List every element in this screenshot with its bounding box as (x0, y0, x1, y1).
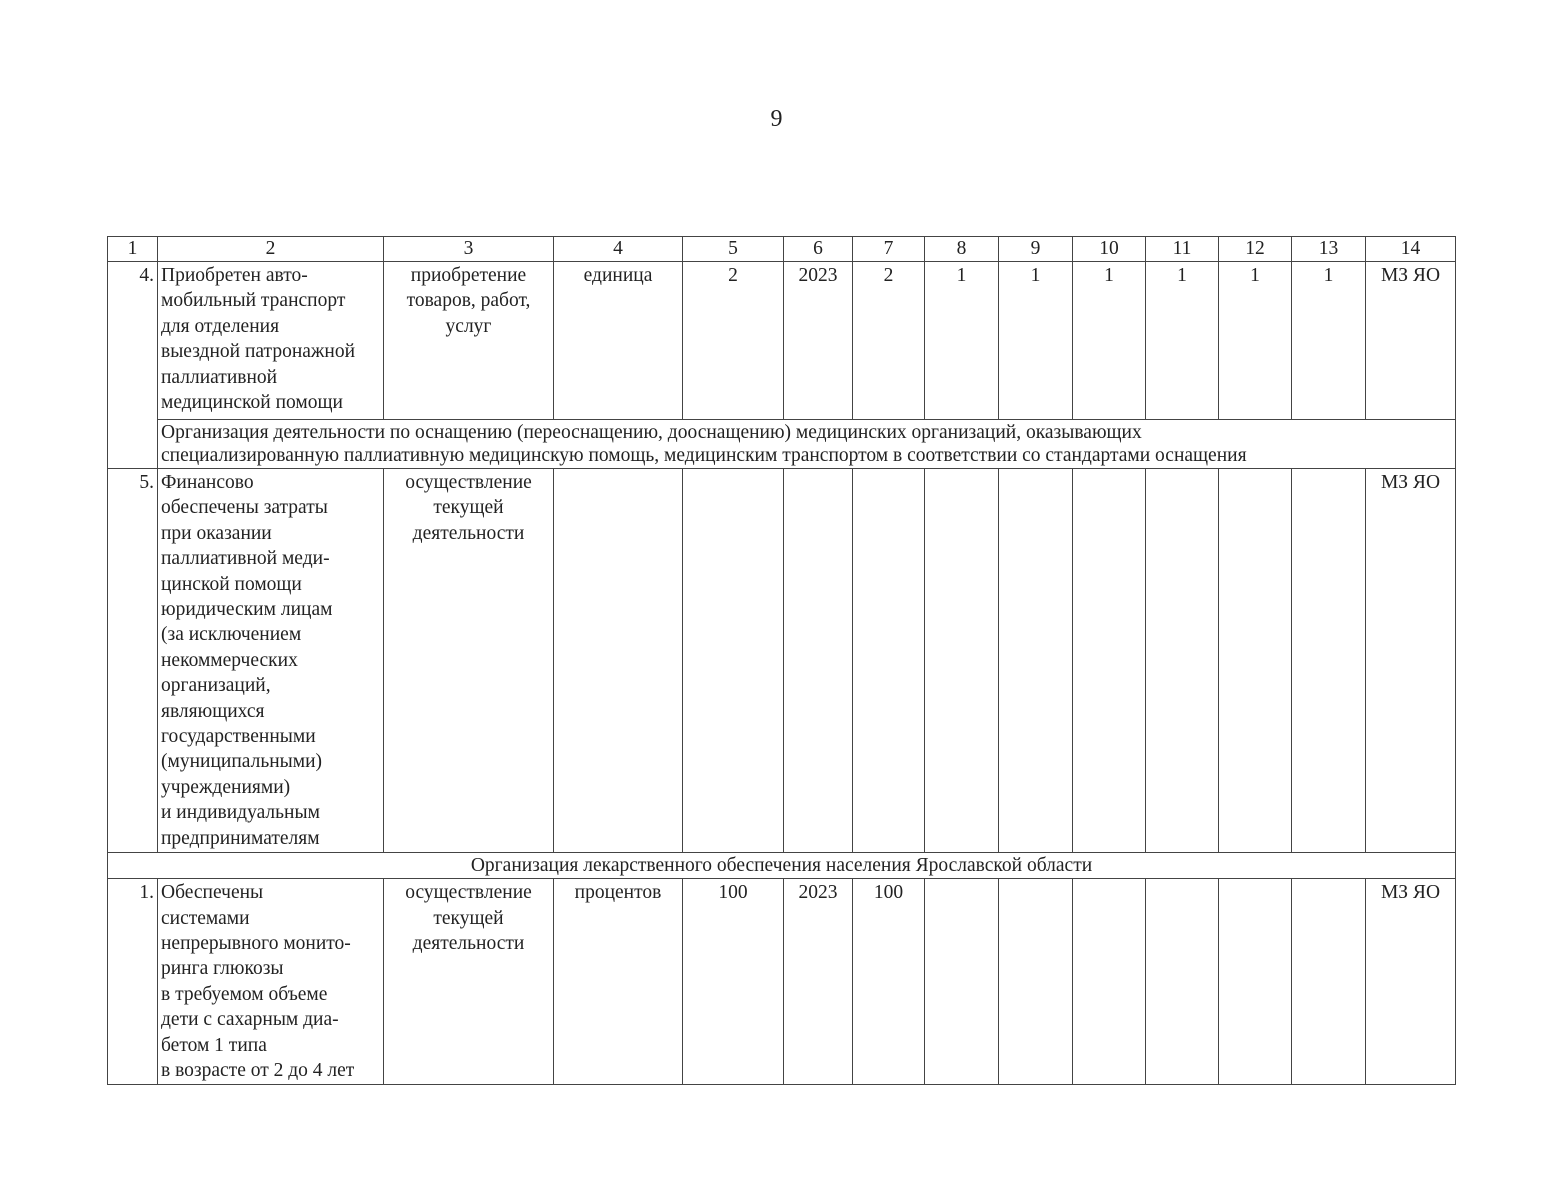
unit-cell: единица (554, 262, 683, 420)
empty-cell (1219, 879, 1292, 1085)
unit-cell: процентов (554, 879, 683, 1085)
header-cell: 10 (1073, 237, 1146, 262)
header-cell: 9 (999, 237, 1073, 262)
event-name: Приобретен авто- мобильный транспорт для отделения выездной патронажной паллиативной медицинской помощи (158, 262, 384, 420)
empty-cell (1292, 469, 1366, 853)
responsible-cell: МЗ ЯО (1366, 262, 1456, 420)
event-type: приобретение товаров, работ, услуг (384, 262, 554, 420)
header-cell: 4 (554, 237, 683, 262)
table-row (108, 879, 1456, 1085)
value-cell: 1 (1146, 262, 1219, 420)
empty-cell (999, 469, 1073, 853)
value-cell: 1 (1073, 262, 1146, 420)
header-row (108, 237, 1456, 262)
header-cell: 14 (1366, 237, 1456, 262)
responsible-cell: МЗ ЯО (1366, 469, 1456, 853)
header-cell: 5 (683, 237, 784, 262)
header-cell: 1 (108, 237, 158, 262)
empty-cell (1073, 469, 1146, 853)
header-cell: 6 (784, 237, 853, 262)
value-cell: 1 (1292, 262, 1366, 420)
section-title: Организация лекарственного обеспечения населения Ярославской области (108, 853, 1456, 879)
year-cell: 2023 (784, 879, 853, 1085)
empty-cell (925, 879, 999, 1085)
row-number: 1. (108, 879, 158, 1085)
header-cell: 8 (925, 237, 999, 262)
row-number: 4. (108, 262, 158, 469)
table-row (108, 469, 1456, 853)
value-cell: 100 (853, 879, 925, 1085)
year-cell: 2023 (784, 262, 853, 420)
value-cell: 2 (853, 262, 925, 420)
header-cell: 11 (1146, 237, 1219, 262)
event-name: Финансово обеспечены затраты при оказании паллиативной меди- цинской помощи юридическим лицам (за исключением некоммерческих организаций, являющихся государственными (муниципальными) учреждениями) и индивидуальным предпринимателям (158, 469, 384, 853)
row-number: 5. (108, 469, 158, 853)
subheader-row (108, 420, 1456, 469)
empty-cell (925, 469, 999, 853)
header-cell: 2 (158, 237, 384, 262)
empty-cell (554, 469, 683, 853)
value-cell: 1 (1219, 262, 1292, 420)
event-type: осуществление текущей деятельности (384, 469, 554, 853)
page-number: 9 (770, 106, 783, 132)
event-type: осуществление текущей деятельности (384, 879, 554, 1085)
value-cell: 2 (683, 262, 784, 420)
value-cell: 1 (925, 262, 999, 420)
header-cell: 7 (853, 237, 925, 262)
empty-cell (1292, 879, 1366, 1085)
empty-cell (1146, 469, 1219, 853)
empty-cell (853, 469, 925, 853)
empty-cell (1146, 879, 1219, 1085)
header-cell: 3 (384, 237, 554, 262)
header-cell: 12 (1219, 237, 1292, 262)
empty-cell (1073, 879, 1146, 1085)
responsible-cell: МЗ ЯО (1366, 879, 1456, 1085)
value-cell: 100 (683, 879, 784, 1085)
empty-cell (683, 469, 784, 853)
value-cell: 1 (999, 262, 1073, 420)
subheader-text: Организация деятельности по оснащению (переоснащению, дооснащению) медицинских организаций, оказывающих специализированную паллиативную медицинскую помощь, медицинским транспортом в соответствии со стандартами оснащения (158, 420, 1456, 469)
empty-cell (784, 469, 853, 853)
table-row (108, 262, 1456, 420)
section-row (108, 853, 1456, 879)
empty-cell (1219, 469, 1292, 853)
document-table (107, 236, 1456, 1085)
event-name: Обеспечены системами непрерывного монито- ринга глюкозы в требуемом объеме дети с сахарным диа- бетом 1 типа в возрасте от 2 до 4 лет (158, 879, 384, 1085)
empty-cell (999, 879, 1073, 1085)
header-cell: 13 (1292, 237, 1366, 262)
